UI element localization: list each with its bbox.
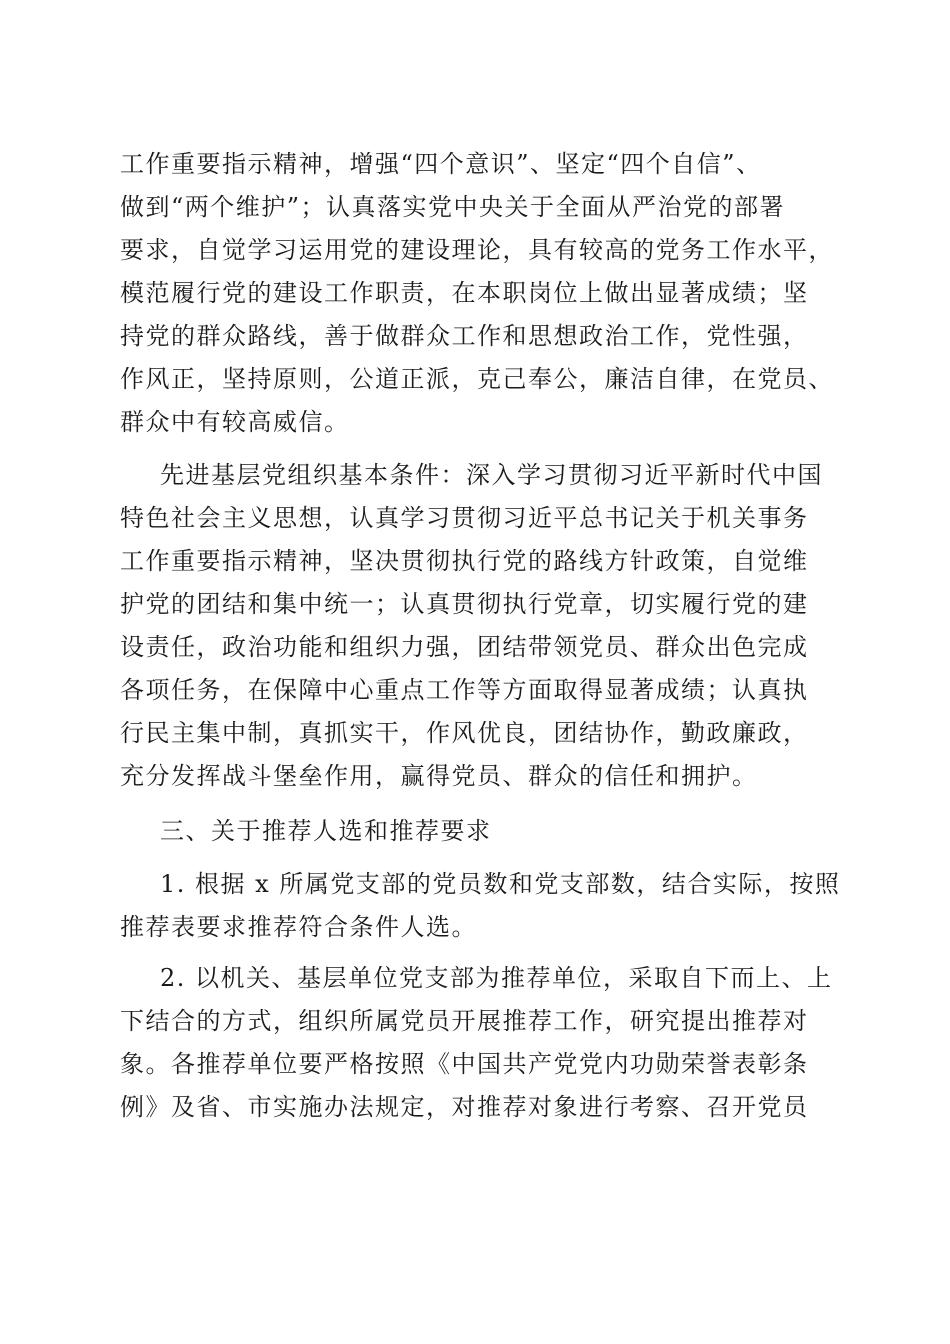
paragraph-2-line-7: 行民主集中制，真抓实干，作风优良，团结协作，勤政廉政， [120,719,809,747]
item-2-line-1: 2. 以机关、基层单位党支部为推荐单位，采取自下而上、上 [160,964,833,992]
paragraph-2-line-6: 各项任务，在保障中心重点工作等方面取得显著成绩；认真执 [120,676,809,704]
item-1-line-1: 1. 根据 x 所属党支部的党员数和党支部数，结合实际，按照 [160,870,841,898]
paragraph-1-line-3: 要求，自觉学习运用党的建设理论，具有较高的党务工作水平， [120,236,834,264]
paragraph-1-line-6: 作风正，坚持原则，公道正派，克己奉公，廉洁自律，在党员、 [120,365,834,393]
paragraph-1-line-1: 工作重要指示精神，增强“四个意识”、坚定“四个自信”、 [120,150,762,178]
item-1-line-2: 推荐表要求推荐符合条件人选。 [120,913,477,941]
item-2-line-4: 例》及省、市实施办法规定，对推荐对象进行考察、召开党员 [120,1093,809,1121]
paragraph-2-line-1: 先进基层党组织基本条件：深入学习贯彻习近平新时代中国 [160,461,823,489]
item-2-line-3: 象。各推荐单位要严格按照《中国共产党党内功勋荣誉表彰条 [120,1050,809,1078]
paragraph-1-line-4: 模范履行党的建设工作职责，在本职岗位上做出显著成绩；坚 [120,279,809,307]
paragraph-1-line-7: 群众中有较高威信。 [120,408,350,436]
item-2-line-2: 下结合的方式，组织所属党员开展推荐工作，研究提出推荐对 [120,1007,809,1035]
paragraph-2-line-8: 充分发挥战斗堡垒作用，赢得党员、群众的信任和拥护。 [120,762,758,790]
paragraph-2-line-3: 工作重要指示精神，坚决贯彻执行党的路线方针政策，自觉维 [120,547,809,575]
section-heading: 三、关于推荐人选和推荐要求 [160,817,492,845]
paragraph-1-line-2: 做到“两个维护”；认真落实党中央关于全面从严治党的部署 [120,193,786,221]
paragraph-2-line-4: 护党的团结和集中统一；认真贯彻执行党章，切实履行党的建 [120,590,809,618]
paragraph-2-line-2: 特色社会主义思想，认真学习贯彻习近平总书记关于机关事务 [120,504,809,532]
paragraph-1-line-5: 持党的群众路线，善于做群众工作和思想政治工作，党性强， [120,322,809,350]
paragraph-2-line-5: 设责任，政治功能和组织力强，团结带领党员、群众出色完成 [120,633,809,661]
